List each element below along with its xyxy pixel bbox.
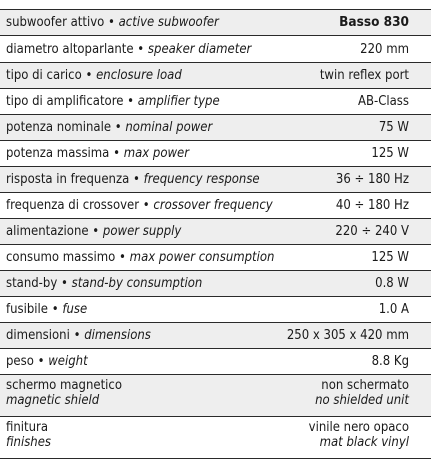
label-english: weight [48,354,88,369]
spec-row-power-supply [0,219,431,245]
separator-dot: • [73,328,81,343]
label-english: active subwoofer [118,15,219,30]
spec-label [6,250,274,265]
separator-dot: • [51,302,59,317]
spec-label [6,328,151,343]
spec-row-crossover-frequency [0,193,431,219]
label-italian: tipo di carico [6,68,82,83]
spec-label [6,198,273,213]
label-italian: stand-by [6,276,58,291]
label-italian: diametro altoparlante [6,41,134,57]
value-italian: vinile nero opaco [308,420,409,435]
spec-row-magnetic-shield [0,375,431,417]
spec-value: AB-Class [357,94,409,109]
label-italian: tipo di amplificatore [6,94,124,109]
label-english: speaker diameter [147,41,252,57]
label-english: crossover frequency [153,198,273,213]
spec-value [309,420,409,450]
spec-value: 220 mm [360,41,409,57]
spec-label [6,302,87,317]
label-italian: peso [6,354,34,369]
spec-value: 40 ÷ 180 Hz [335,198,409,213]
separator-dot: • [113,146,120,161]
label-english: dimensions [84,328,151,343]
label-italian: potenza massima [6,146,110,161]
separator-dot: • [114,120,122,135]
spec-value: 250 x 305 x 420 mm [286,328,409,343]
label-english: max power [123,146,190,161]
label-english: max power consumption [129,250,275,265]
spec-value: twin reflex port [319,68,409,83]
label-english: frequency response [143,172,260,187]
separator-dot: • [108,15,115,30]
value-italian: non schermato [321,378,409,393]
spec-row-dimensions [0,323,431,349]
spec-value: 36 ÷ 180 Hz [335,172,409,187]
label-english: fuse [62,302,88,317]
spec-label [6,120,212,135]
label-italian: finitura [6,420,49,435]
value-english: mat black vinyl [319,435,409,450]
label-italian: schermo magnetico [6,378,122,393]
label-italian: alimentazione [6,224,89,239]
spec-row-model [0,9,431,36]
label-italian: frequenza di crossover [6,198,140,213]
spec-row-max-power [0,141,431,167]
label-english: stand-by consumption [71,276,203,291]
spec-row-standby [0,271,431,297]
spec-label [6,420,51,450]
separator-dot: • [127,94,135,109]
spec-label [6,224,181,239]
label-english: amplifier type [137,94,220,109]
label-italian: potenza nominale [6,120,112,135]
spec-row-speaker-diameter [0,36,431,63]
spec-label [6,354,88,369]
model-name: Basso 830 [339,14,409,30]
label-english: nominal power [125,120,213,135]
spec-value: 125 W [371,146,409,161]
spec-value: 1.0 A [378,302,409,317]
label-english: power supply [102,224,182,239]
spec-row-nominal-power [0,115,431,141]
spec-label [6,94,220,109]
spec-label [6,172,260,187]
label-italian: consumo massimo [6,250,116,265]
spec-value [315,378,409,408]
spec-label [6,15,219,30]
spec-label [6,276,202,291]
spec-row-frequency-response [0,167,431,193]
value-english: no shielded unit [315,393,409,408]
spec-value: 0.8 W [375,276,409,291]
label-italian: risposta in frequenza [6,172,130,187]
separator-dot: • [142,198,150,213]
label-english: enclosure load [96,68,182,83]
spec-value: 125 W [371,250,409,265]
spec-row-max-consumption [0,245,431,271]
spec-label [6,378,122,408]
label-english: magnetic shield [6,393,100,408]
spec-row-amplifier-type [0,89,431,115]
spec-row-finishes [0,417,431,459]
spec-label [6,146,189,161]
spec-label [6,68,182,83]
separator-dot: • [92,224,100,239]
spec-value: 220 ÷ 240 V [335,224,409,239]
separator-dot: • [132,172,140,187]
spec-row-fuse [0,297,431,323]
separator-dot: • [119,250,126,265]
separator-dot: • [137,41,145,57]
spec-row-enclosure-load [0,63,431,89]
spec-label [6,42,251,57]
label-italian: subwoofer attivo [6,15,105,30]
label-italian: dimensioni [6,328,70,343]
separator-dot: • [60,276,68,291]
spec-value: 75 W [378,120,409,135]
spec-row-weight [0,349,431,375]
separator-dot: • [37,354,45,369]
spec-value: 8.8 Kg [371,354,409,369]
separator-dot: • [85,68,93,83]
label-english: finishes [6,435,52,450]
label-italian: fusibile [6,302,48,317]
